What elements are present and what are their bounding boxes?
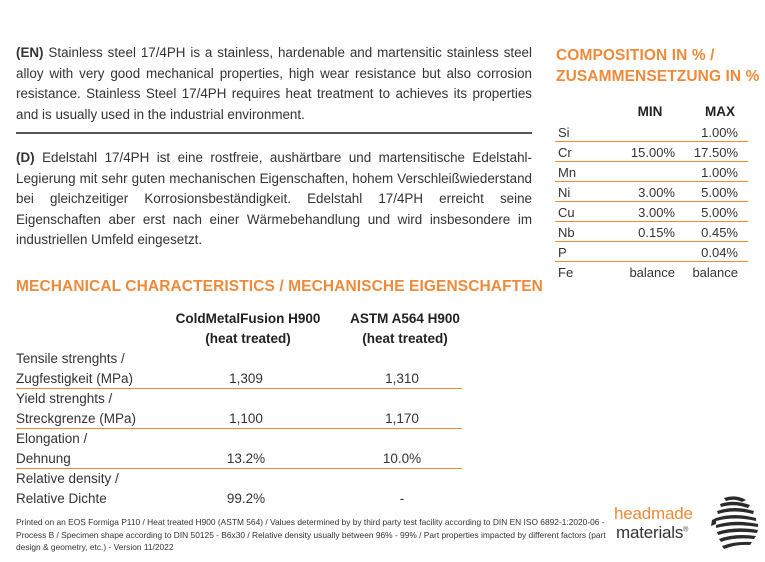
mechanical-cmf-value: 1,309 <box>229 371 263 386</box>
footer-note: Printed on an EOS Formiga P110 / Heat treated H900 (ASTM 564) / Values determined by by third party test facility according to DIN EN ISO 6892-1:2020-06 - Process B / Specimen shape according to DIN 50125 - B6x30 / Relative density usually between 96% - 99% / Part properties impacted by different factors (part design & geometry, etc.) - Version 11/2022 <box>16 517 606 552</box>
mechanical-col-cmf-line2: (heat treated) <box>205 331 291 346</box>
logo-word-materials <box>616 523 688 543</box>
intro-german <box>16 148 532 251</box>
composition-max: 0.04% <box>701 245 738 260</box>
composition-min: 15.00% <box>630 145 675 160</box>
mechanical-row-label <box>16 349 133 389</box>
mechanical-row <box>16 389 462 429</box>
composition-min-header: MIN <box>637 104 663 119</box>
mechanical-row-label <box>16 429 87 469</box>
logo-word-headmade: headmade <box>614 504 693 523</box>
composition-min: 3.00% <box>638 185 675 200</box>
lang-tag-en: (EN) <box>16 45 44 60</box>
composition-row <box>555 142 748 162</box>
mechanical-astm-value: 1,170 <box>385 411 419 426</box>
composition-max: 0.45% <box>701 225 738 240</box>
composition-max: 5.00% <box>701 205 738 220</box>
mechanical-row-label <box>16 389 136 429</box>
mechanical-col-astm-line2: (heat treated) <box>362 331 448 346</box>
composition-row <box>555 182 748 202</box>
composition-element: Nb <box>558 225 575 240</box>
mechanical-label-line1: Relative density / <box>16 471 119 486</box>
composition-min: 3.00% <box>638 205 675 220</box>
mechanical-label-line1: Tensile strenghts / <box>16 351 125 366</box>
composition-max: 1.00% <box>701 125 738 140</box>
composition-element: Cr <box>558 145 572 160</box>
composition-row <box>555 162 748 182</box>
composition-row <box>555 242 748 262</box>
mechanical-col-cmf-header <box>168 309 328 349</box>
composition-row <box>555 122 748 142</box>
intro-german-text: Edelstahl 17/4PH ist eine rostfreie, aushärtbare und martensitische Edelstahl-Legierung mit sehr guten mechanischen Eigenschaften, hohem Verschleißwiederstand bei gleichzeitiger Korrosionsbeständigkeit. Edelstahl 17/4PH erreicht seine Eigenschaften aber erst nach einer Wärmebehandlung und wird insbesondere im industriellen Umfeld eingesetzt. <box>16 150 532 247</box>
mechanical-row <box>16 349 462 389</box>
headmade-logo <box>614 494 760 554</box>
head-profile-icon <box>706 494 760 554</box>
composition-max: 17.50% <box>693 145 738 160</box>
composition-element: Cu <box>558 205 575 220</box>
mechanical-row <box>16 469 462 509</box>
composition-row <box>555 262 748 282</box>
composition-row <box>555 222 748 242</box>
composition-element: Mn <box>558 165 577 180</box>
mechanical-cmf-value: 1,100 <box>229 411 263 426</box>
intro-english-text: Stainless steel 17/4PH is a stainless, hardenable and martensitic stainless steel alloy with very good mechanical properties, high wear resistance but also corrosion resistance. Stainless Steel 17/4PH requires heat treatment to achieves its properties and is usually used in the industrial environment. <box>16 45 532 122</box>
mechanical-astm-value: 1,310 <box>385 371 419 386</box>
composition-element: Ni <box>558 185 571 200</box>
registered-mark: ® <box>683 526 689 534</box>
mechanical-cmf-value: 13.2% <box>226 451 266 466</box>
mechanical-astm-value: - <box>399 491 405 506</box>
composition-element: Si <box>558 125 570 140</box>
composition-element: P <box>558 245 567 260</box>
mechanical-row <box>16 429 462 469</box>
mechanical-astm-value: 10.0% <box>382 451 422 466</box>
mechanical-label-line2: Relative Dichte <box>16 491 107 506</box>
composition-max: 5.00% <box>701 185 738 200</box>
composition-min: balance <box>629 265 675 280</box>
composition-row <box>555 202 748 222</box>
mechanical-cmf-value: 99.2% <box>226 491 266 506</box>
mechanical-label-line2: Streckgrenze (MPa) <box>16 411 137 426</box>
composition-title-line1: COMPOSITION IN % / <box>556 47 715 64</box>
composition-title <box>556 45 760 87</box>
mechanical-col-astm-header <box>340 309 470 349</box>
mechanical-col-cmf-line1: ColdMetalFusion H900 <box>175 311 321 326</box>
intro-english <box>16 43 532 125</box>
mechanical-label-line1: Elongation / <box>16 431 88 446</box>
composition-max-header: MAX <box>705 104 735 119</box>
mechanical-label-line2: Zugfestigkeit (MPa) <box>16 371 134 386</box>
composition-max: balance <box>692 265 738 280</box>
mechanical-col-astm-line1: ASTM A564 H900 <box>350 311 460 326</box>
composition-title-line2: ZUSAMMENSETZUNG IN % <box>556 68 760 85</box>
lang-tag-de: (D) <box>16 150 35 165</box>
composition-element: Fe <box>558 265 574 280</box>
mechanical-row-label <box>16 469 119 509</box>
composition-max: 1.00% <box>701 165 738 180</box>
logo-word-materials-text: materials <box>616 523 684 542</box>
composition-min: 0.15% <box>638 225 675 240</box>
mechanical-label-line1: Yield strenghts / <box>16 391 113 406</box>
mechanical-title: MECHANICAL CHARACTERISTICS / MECHANISCHE EIGENSCHAFTEN <box>16 278 543 295</box>
section-divider <box>16 132 532 134</box>
mechanical-label-line2: Dehnung <box>16 451 71 466</box>
